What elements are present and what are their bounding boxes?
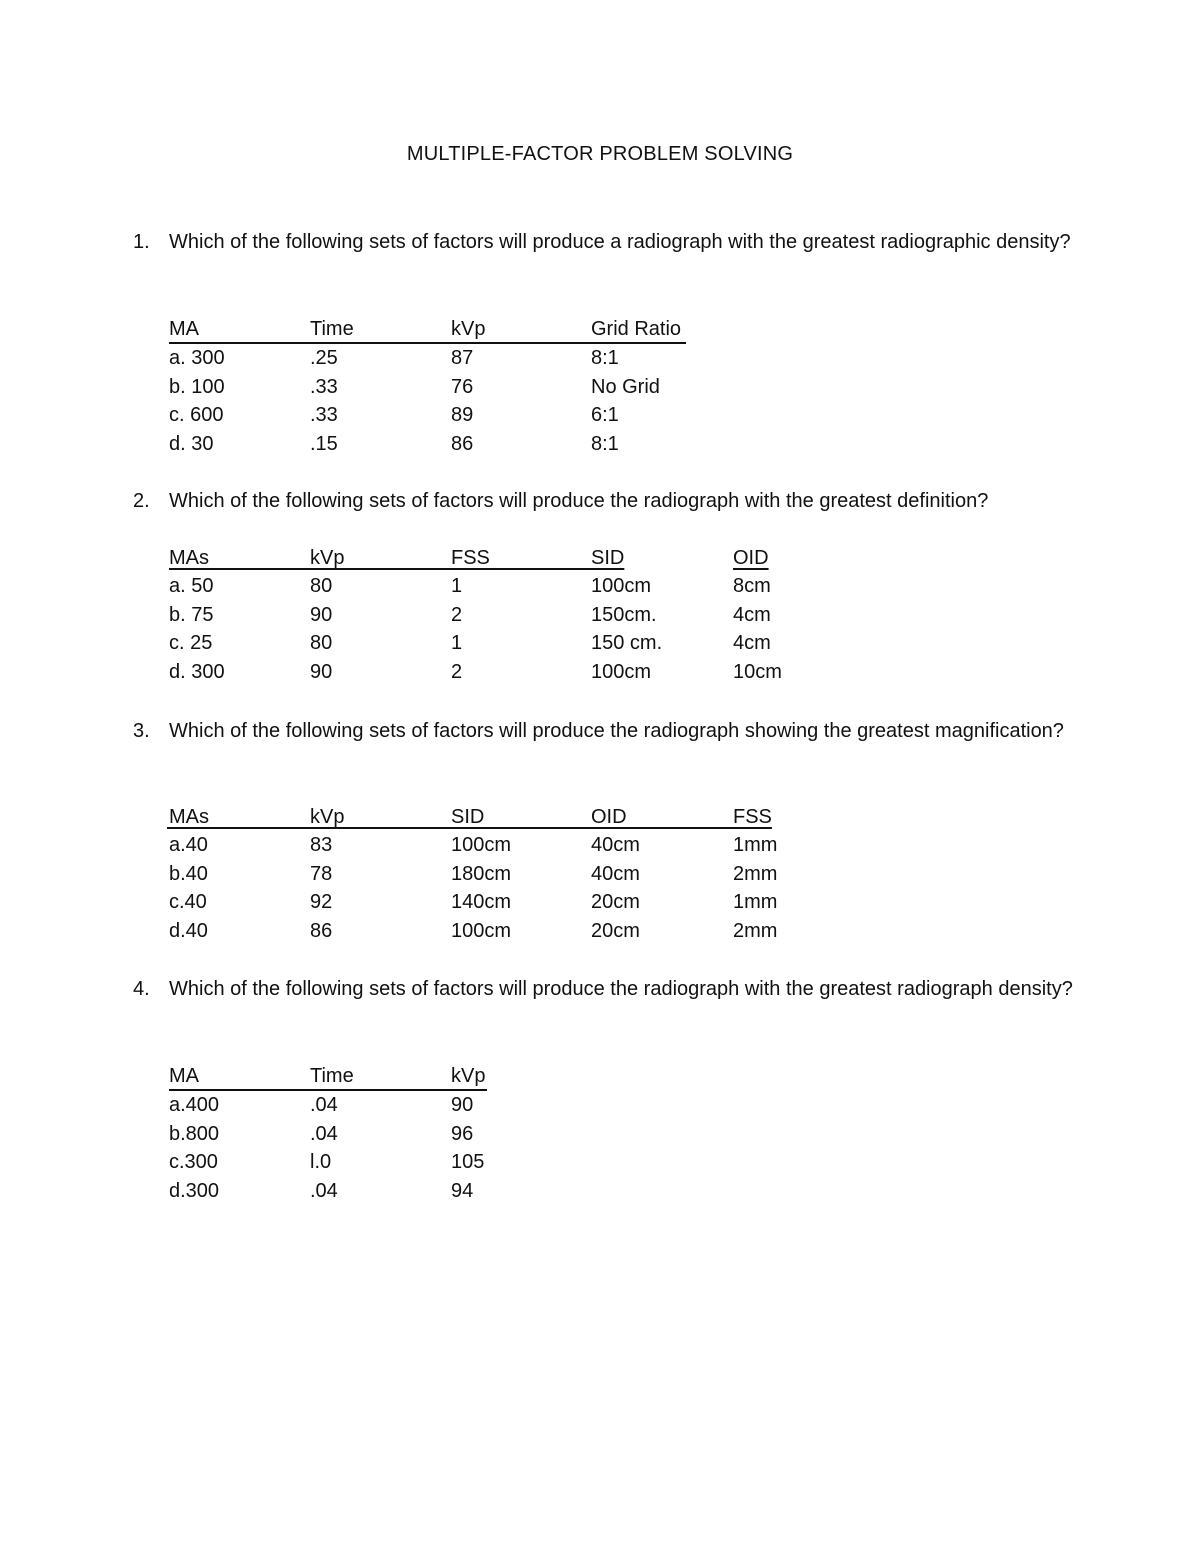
table-row — [169, 888, 778, 917]
table-cell: a. 50 — [169, 575, 214, 597]
table-cell: b.800 — [169, 1122, 220, 1145]
table-cell: 1mm — [733, 891, 778, 914]
table-cell: 2 — [451, 661, 463, 684]
table-cell: d. 300 — [169, 661, 225, 684]
table-cell: c. 25 — [169, 632, 213, 655]
table-cell: .04 — [310, 1094, 338, 1116]
column-header: SID — [451, 806, 485, 828]
column-header: MA — [169, 1065, 199, 1087]
table-row — [169, 601, 769, 630]
table-cell: 10cm — [733, 661, 782, 684]
table-row — [169, 1148, 487, 1177]
column-header: MAs — [169, 547, 209, 569]
table-cell: a. 300 — [169, 347, 225, 369]
table-cell: 100cm — [591, 661, 652, 684]
table-cell: 1 — [451, 575, 463, 597]
table-header-row — [169, 544, 769, 572]
factors-table-2 — [169, 544, 782, 687]
table-cell: 86 — [451, 433, 474, 456]
table-row — [169, 344, 686, 373]
question-number: 4. — [133, 978, 150, 1000]
question-text: Which of the following sets of factors will produce the radiograph with the greatest radiograph density? — [169, 978, 1073, 1000]
table-cell: 6:1 — [591, 404, 619, 427]
factors-table-4 — [169, 1062, 487, 1206]
table-row — [169, 831, 778, 860]
table-cell: 20cm — [591, 891, 640, 914]
table-cell: 90 — [451, 1094, 474, 1116]
table-row — [169, 1091, 487, 1120]
table-cell: 2mm — [733, 920, 778, 943]
factors-table-1 — [169, 315, 686, 459]
table-cell: b. 75 — [169, 603, 214, 626]
table-cell: b. 100 — [169, 375, 225, 398]
header-rule — [169, 568, 601, 570]
table-cell: .33 — [310, 404, 338, 427]
column-header: OID — [591, 806, 627, 828]
column-header: kVp — [310, 547, 345, 569]
table-cell: 105 — [451, 1151, 485, 1174]
column-header: FSS — [451, 547, 490, 569]
table-row — [169, 1120, 487, 1149]
table-row — [169, 917, 778, 946]
table-cell: 150 cm. — [591, 632, 663, 655]
table-cell: 4cm — [733, 603, 771, 626]
table-cell: 40cm — [591, 862, 640, 885]
table-cell: c. 600 — [169, 404, 224, 427]
table-cell: 90 — [310, 661, 333, 684]
table-cell: 76 — [451, 375, 474, 398]
table-cell: 1 — [451, 632, 463, 655]
column-header: kVp — [451, 1065, 486, 1087]
table-cell: 80 — [310, 632, 333, 655]
column-header: Time — [310, 318, 354, 340]
table-cell: .25 — [310, 347, 338, 369]
page-title: MULTIPLE-FACTOR PROBLEM SOLVING — [406, 143, 794, 165]
table-cell: 78 — [310, 862, 333, 885]
table-cell: 4cm — [733, 632, 771, 655]
table-cell: 40cm — [591, 834, 640, 856]
question-4 — [133, 975, 1073, 1004]
column-header: SID — [591, 547, 625, 569]
table-cell: d.40 — [169, 920, 208, 943]
table-cell: a.40 — [169, 834, 208, 856]
table-row — [169, 1177, 487, 1206]
table-row — [169, 860, 778, 889]
question-text: Which of the following sets of factors will produce the radiograph with the greatest definition? — [169, 490, 989, 512]
table-cell: d.300 — [169, 1180, 220, 1203]
table-header-row — [169, 803, 772, 831]
table-cell: 150cm. — [591, 603, 657, 626]
question-2 — [133, 487, 1073, 516]
table-cell: 89 — [451, 404, 474, 427]
table-cell: 1mm — [733, 834, 778, 856]
table-cell: 92 — [310, 891, 333, 914]
table-cell: 20cm — [591, 920, 640, 943]
table-cell: b.40 — [169, 862, 208, 885]
table-cell: 100cm — [591, 575, 652, 597]
table-cell: 8cm — [733, 575, 771, 597]
column-header: kVp — [451, 318, 486, 340]
question-text: Which of the following sets of factors will produce a radiograph with the greatest radiographic density? — [169, 231, 1071, 253]
table-cell: 94 — [451, 1180, 474, 1203]
question-1 — [133, 228, 1073, 257]
question-text: Which of the following sets of factors will produce the radiograph showing the greatest magnification? — [169, 720, 1064, 742]
table-cell: .04 — [310, 1180, 338, 1203]
column-header: Grid Ratio — [591, 318, 682, 340]
column-header: Time — [310, 1065, 354, 1087]
table-cell: No Grid — [591, 375, 660, 398]
question-number: 3. — [133, 720, 150, 742]
table-cell: 80 — [310, 575, 333, 597]
table-cell: 86 — [310, 920, 333, 943]
table-cell: 2 — [451, 603, 463, 626]
table-row — [169, 373, 686, 402]
table-cell: .15 — [310, 433, 338, 456]
table-row — [169, 401, 686, 430]
column-header: kVp — [310, 806, 345, 828]
table-cell: 100cm — [451, 920, 512, 943]
table-cell: c.40 — [169, 891, 207, 914]
table-cell: 8:1 — [591, 347, 619, 369]
table-cell: d. 30 — [169, 433, 214, 456]
table-header-row — [169, 315, 686, 344]
table-cell: 100cm — [451, 834, 512, 856]
table-cell: 2mm — [733, 862, 778, 885]
table-cell: 140cm — [451, 891, 512, 914]
table-cell: 87 — [451, 347, 474, 369]
table-cell: l.0 — [310, 1151, 332, 1174]
table-row — [169, 629, 769, 658]
table-cell: 90 — [310, 603, 333, 626]
table-cell: 96 — [451, 1122, 474, 1145]
table-cell: c.300 — [169, 1151, 218, 1174]
question-number: 2. — [133, 490, 150, 512]
table-row — [169, 572, 769, 601]
table-row — [169, 658, 782, 687]
question-number: 1. — [133, 231, 150, 253]
column-header: FSS — [733, 806, 772, 828]
table-cell: 8:1 — [591, 433, 619, 456]
table-cell: .04 — [310, 1122, 338, 1145]
table-cell: a.400 — [169, 1094, 220, 1116]
table-cell: .33 — [310, 375, 338, 398]
column-header: MAs — [169, 806, 209, 828]
table-cell: 83 — [310, 834, 333, 856]
table-row — [169, 430, 686, 459]
header-rule — [167, 827, 767, 829]
factors-table-3 — [169, 803, 778, 946]
column-header: MA — [169, 318, 199, 340]
question-3 — [133, 717, 1073, 746]
table-cell: 180cm — [451, 862, 512, 885]
table-header-row — [169, 1062, 487, 1091]
column-header: OID — [733, 547, 769, 569]
